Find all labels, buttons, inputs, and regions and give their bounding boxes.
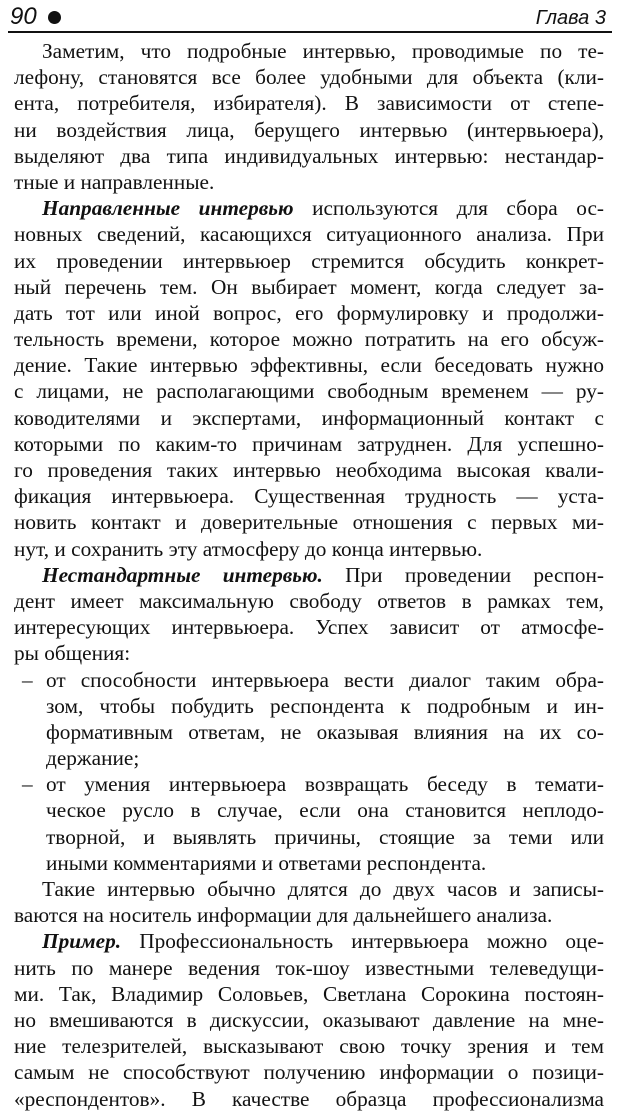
- text-line: ры общения:: [14, 641, 131, 666]
- text-line: ческое русло в случае, если она становится неплодо-: [46, 798, 604, 823]
- text-line: лефону, становятся все более удобными для объекта (кли-: [14, 65, 604, 90]
- page-number: 90: [10, 3, 37, 30]
- text-line: ни воздействия лица, берущего интервью (интервьюера),: [14, 117, 604, 142]
- dash-list: [14, 667, 604, 877]
- dash-marker: –: [22, 667, 33, 692]
- paragraph-intro: [14, 38, 604, 195]
- text-line: дать тот или иной вопрос, его формулировку и продолжи-: [14, 300, 604, 325]
- text-line: [14, 771, 604, 797]
- running-header: [8, 2, 612, 32]
- text-line: Такие интервью обычно длятся до двух часов и записы-: [42, 877, 604, 901]
- chapter-title: Глава 3: [535, 7, 606, 29]
- paragraph-nonstandard-interviews: [14, 562, 604, 667]
- paragraph-directed-interviews: [14, 195, 604, 562]
- bullet-dot-icon: [48, 11, 61, 24]
- body-text: [14, 38, 604, 1112]
- text-line: держание;: [46, 746, 140, 771]
- text-line: выделяют два типа индивидуальных интервью: нестандар-: [14, 143, 604, 168]
- text-line: которыми по каким-то причинам затруднен. Для успешно-: [14, 431, 604, 456]
- text-line: творной, и выявлять причины, стоящие за теми или: [46, 824, 604, 849]
- text-line: «респондентов». В качестве образца профессионализма: [14, 1086, 604, 1111]
- text-line: [14, 928, 604, 954]
- text-line: нить по манере ведения ток-шоу известными телеведущи-: [14, 955, 604, 980]
- text-line: дение. Такие интервью эффективны, если беседовать нужно: [14, 353, 604, 378]
- text-line: ваются на носитель информации для дальнейшего анализа.: [14, 903, 553, 928]
- paragraph-duration: [14, 876, 604, 928]
- list-item: [14, 771, 604, 876]
- header-rule: [8, 31, 612, 33]
- text-line: [14, 667, 604, 693]
- text-line: их проведении интервьюер стремится обсудить конкрет-: [14, 248, 604, 273]
- list-item: [14, 667, 604, 772]
- text-fragment: Профессиональность интервьюера можно оце-: [121, 929, 604, 954]
- text-line: ми. Так, Владимир Соловьев, Светлана Сорокина постоян-: [14, 981, 604, 1006]
- text-line: иными комментариями и ответами респондента.: [46, 850, 487, 875]
- text-line: зом, чтобы побудить респондента к подробным и ин-: [46, 693, 604, 718]
- text-line: [14, 195, 604, 221]
- text-line: фикация интервьюера. Существенная трудность — уста-: [14, 484, 604, 509]
- text-line: формативным ответам, не оказывая влияния на их со-: [46, 719, 604, 744]
- dash-marker: –: [22, 772, 33, 797]
- text-line: ководителями и экспертами, информационный контакт с: [14, 405, 604, 430]
- text-line: тельность времени, которое можно потратить на его обсуж-: [14, 327, 604, 352]
- term-directed-interviews: Направленные интервью: [42, 196, 294, 221]
- text-line: [14, 562, 604, 588]
- text-line: самым не способствуют получению информации о позици-: [14, 1060, 604, 1085]
- text-line: новных сведений, касающихся ситуационного анализа. При: [14, 222, 604, 247]
- text-fragment: При проведении респон-: [322, 562, 604, 587]
- term-example: Пример.: [42, 929, 122, 954]
- text-line: ный перечень тем. Он выбирает момент, когда следует за-: [14, 274, 604, 299]
- text-line: нут, и сохранить эту атмосферу до конца интервью.: [14, 536, 483, 561]
- paragraph-example: [14, 928, 604, 1111]
- text-line: го проведения таких интервью необходима высокая квали-: [14, 458, 604, 482]
- text-line: ние телезрителей, высказывают свою точку зрения и тем: [14, 1034, 604, 1059]
- text-line: с лицами, не располагающими свободным временем — ру-: [14, 379, 604, 404]
- text-line: интересующих интервьюера. Успех зависит от атмосфе-: [14, 615, 604, 640]
- text-line: новить контакт и доверительные отношения с первых ми-: [14, 510, 604, 535]
- text-fragment: от способности интервьюера вести диалог таким обра-: [46, 667, 604, 692]
- text-fragment: от умения интервьюера возвращать беседу в темати-: [46, 772, 604, 797]
- text-line: но вмешиваются в дискуссии, оказывают давление на мне-: [14, 1007, 604, 1032]
- text-line: ента, потребителя, избирателя). В зависимости от степе-: [14, 91, 604, 116]
- text-line: Заметим, что подробные интервью, проводимые по те-: [42, 39, 604, 63]
- text-fragment: используются для сбора ос-: [293, 196, 604, 221]
- text-line: дент имеет максимальную свободу ответов в рамках тем,: [14, 588, 604, 613]
- text-line: тные и направленные.: [14, 169, 215, 194]
- term-nonstandard-interviews: Нестандартные интервью.: [42, 562, 323, 587]
